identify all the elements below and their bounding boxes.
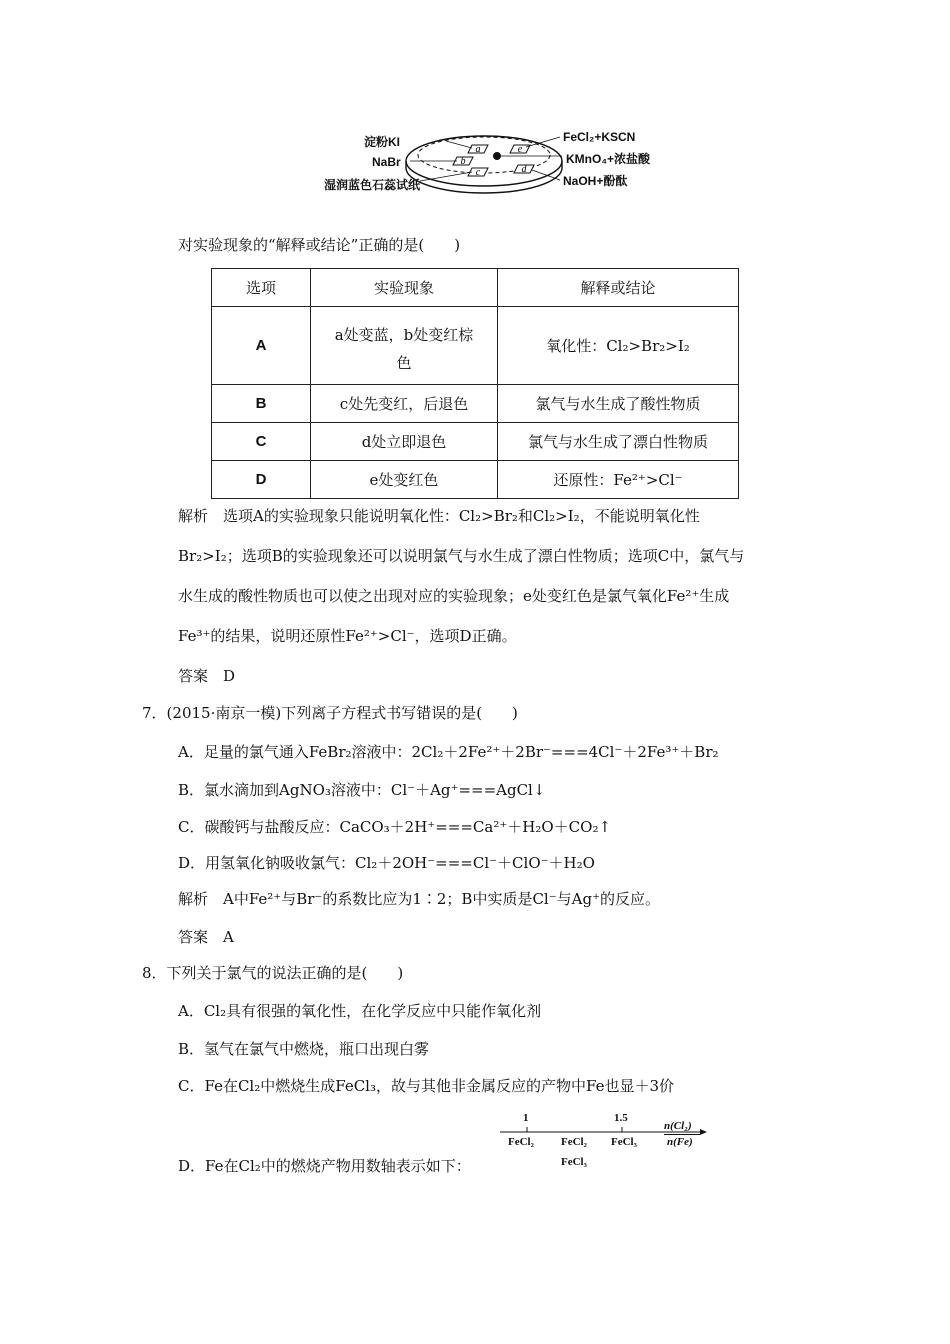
label-fecl2-kscn: FeCl₂+KSCN — [563, 130, 636, 144]
table-row — [212, 461, 739, 499]
row-option: A — [212, 307, 311, 385]
label-nabr: NaBr — [372, 155, 401, 169]
q7-stem: 7．(2015·南京一模)下列离子方程式书写错误的是( ) — [142, 704, 518, 722]
q7-option-d: D．用氢氧化钠吸收氯气：Cl₂＋2OH⁻===Cl⁻＋ClO⁻＋H₂O — [178, 854, 595, 872]
axis-segment-mixed-fecl3: FeCl₃ — [561, 1156, 587, 1168]
q8-option-d: D．Fe在Cl₂中的燃烧产物用数轴表示如下： — [178, 1157, 471, 1175]
q8-stem: 8．下列关于氯气的说法正确的是( ) — [142, 964, 404, 982]
table-row — [212, 423, 739, 461]
phenomenon-line2: 色 — [396, 353, 412, 372]
svg-text:c: c — [475, 167, 481, 178]
svg-text:a: a — [475, 144, 481, 155]
phenomenon-line1: a处变蓝，b处变红棕 — [334, 325, 474, 344]
q7-analysis: 解析 A中Fe²⁺与Br⁻的系数比应为1∶2；B中实质是Cl⁻与Ag⁺的反应。 — [178, 890, 660, 908]
axis-segment-mixed-fecl2: FeCl₂ — [561, 1136, 587, 1148]
q6-analysis-line: 解析 选项A的实验现象只能说明氧化性：Cl₂>Br₂和Cl₂>I₂，不能说明氧化性 — [178, 507, 700, 525]
table-row — [212, 307, 739, 385]
petri-dish-icon — [400, 125, 570, 200]
row-option: D — [212, 461, 311, 499]
svg-text:e: e — [517, 144, 523, 155]
axis-segment-fecl3: FeCl₃ — [611, 1136, 637, 1148]
label-naoh-phenolphthalein: NaOH+酚酞 — [563, 174, 628, 188]
row-phenomenon — [311, 307, 498, 385]
label-kmno4-hcl: KMnO₄+浓盐酸 — [566, 152, 651, 166]
row-option: B — [212, 385, 311, 423]
header-phenomenon: 实验现象 — [311, 269, 498, 307]
row-conclusion: 氧化性：Cl₂>Br₂>I₂ — [498, 307, 739, 385]
q6-stem: 对实验现象的“解释或结论”正确的是( ) — [178, 236, 461, 254]
row-conclusion: 氯气与水生成了漂白性物质 — [498, 423, 739, 461]
axis-tick-1: 1 — [523, 1112, 529, 1124]
q6-answer: 答案 D — [178, 667, 236, 685]
label-litmus-paper: 湿润蓝色石蕊试纸 — [324, 178, 421, 192]
q6-analysis-line: 水生成的酸性物质也可以使之出现对应的实验现象；e处变红色是氯气氧化Fe²⁺生成 — [178, 587, 730, 605]
table-row — [212, 385, 739, 423]
row-phenomenon: c处先变红，后退色 — [311, 385, 498, 423]
q8-option-b: B．氢气在氯气中燃烧，瓶口出现白雾 — [178, 1040, 430, 1058]
row-conclusion: 氯气与水生成了酸性物质 — [498, 385, 739, 423]
svg-text:b: b — [460, 156, 466, 167]
axis-ratio-denominator: n(Fe) — [667, 1136, 693, 1148]
axis-segment-fecl2: FeCl₂ — [508, 1136, 534, 1148]
row-phenomenon: d处立即退色 — [311, 423, 498, 461]
row-phenomenon: e处变红色 — [311, 461, 498, 499]
q6-analysis-line: Fe³⁺的结果，说明还原性Fe²⁺>Cl⁻，选项D正确。 — [178, 627, 517, 645]
q7-option-c: C．碳酸钙与盐酸反应：CaCO₃＋2H⁺===Ca²⁺＋H₂O＋CO₂↑ — [178, 818, 612, 836]
axis-ratio-bar — [664, 1134, 700, 1135]
q6-analysis-line: Br₂>I₂；选项B的实验现象还可以说明氯气与水生成了漂白性物质；选项C中，氯气与 — [178, 547, 745, 565]
header-option: 选项 — [212, 269, 311, 307]
q8-option-c: C．Fe在Cl₂中燃烧生成FeCl₃，故与其他非金属反应的产物中Fe也显＋3价 — [178, 1077, 674, 1095]
axis-ratio-numerator: n(Cl₂) — [664, 1120, 692, 1132]
row-option: C — [212, 423, 311, 461]
q7-option-b: B．氯水滴加到AgNO₃溶液中：Cl⁻＋Ag⁺===AgCl↓ — [178, 781, 546, 799]
label-starch-ki: 淀粉KI — [364, 135, 401, 149]
header-conclusion: 解释或结论 — [498, 269, 739, 307]
q7-option-a: A．足量的氯气通入FeBr₂溶液中：2Cl₂＋2Fe²⁺＋2Br⁻===4Cl⁻＋2Fe³⁺＋Br₂ — [178, 743, 719, 761]
row-conclusion: 还原性：Fe²⁺>Cl⁻ — [498, 461, 739, 499]
answer-table — [211, 268, 739, 499]
axis-tick-1-5: 1.5 — [614, 1112, 628, 1124]
svg-text:d: d — [521, 164, 527, 175]
table-header-row — [212, 269, 739, 307]
q8-option-a: A．Cl₂具有很强的氧化性，在化学反应中只能作氧化剂 — [178, 1002, 542, 1020]
q7-answer: 答案 A — [178, 928, 234, 946]
